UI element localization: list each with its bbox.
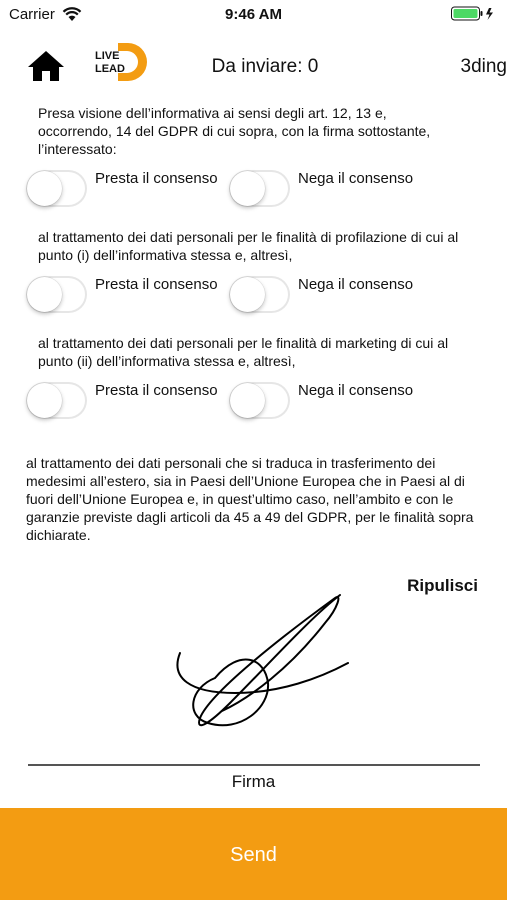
battery-icon <box>451 6 495 22</box>
status-time: 9:46 AM <box>225 6 282 23</box>
signature-line <box>28 764 480 766</box>
grant-label-2: Presta il consenso <box>95 276 218 293</box>
toggle-knob <box>230 383 265 418</box>
send-button-label: Send <box>230 844 277 866</box>
status-bar <box>0 0 507 28</box>
consent-grant-toggle-1[interactable] <box>26 170 87 207</box>
consent-grant-toggle-2[interactable] <box>26 276 87 313</box>
toggle-knob <box>230 277 265 312</box>
profiling-text: al trattamento dei dati personali per le finalità di profilazione di cui al punto (i) dell’informativa stessa e, altresì, <box>38 229 459 263</box>
grant-label-1: Presta il consenso <box>95 170 218 187</box>
send-button[interactable] <box>0 808 507 900</box>
transfer-text: al trattamento dei dati personali che si traduca in trasferimento dei medesimi all’estero, sia in Paesi dell’Unione Europea che in Paesi al di fuori dell’Unione Europea e, in quest’ultimo caso, nell’ambito e con le garanzie previste dagli articoli da 45 a 49 del GDPR, per le finalità sopra dichiarate. <box>26 455 474 543</box>
consent-grant-toggle-3[interactable] <box>26 382 87 419</box>
logo-line2: LEAD <box>95 63 125 75</box>
consent-deny-toggle-2[interactable] <box>229 276 290 313</box>
toggle-knob <box>230 171 265 206</box>
toggle-knob <box>27 171 62 206</box>
signature-label: Firma <box>231 772 276 791</box>
consent-deny-toggle-1[interactable] <box>229 170 290 207</box>
intro-text: Presa visione dell’informativa ai sensi degli art. 12, 13 e, occorrendo, 14 del GDPR di cui sopra, con la firma sottostante, l’interessato: <box>38 105 431 157</box>
deny-label-2: Nega il consenso <box>298 276 414 293</box>
carrier-label: Carrier <box>9 6 55 23</box>
clear-signature-button[interactable]: Ripulisci <box>407 576 478 595</box>
deny-label-1: Nega il consenso <box>298 170 414 187</box>
nav-title: Da inviare: 0 <box>211 56 319 77</box>
marketing-text: al trattamento dei dati personali per le finalità di marketing di cui al punto (ii) dell’informativa stessa e, altresì, <box>38 335 449 369</box>
logo-line1: LIVE <box>95 50 120 62</box>
toggle-knob <box>27 277 62 312</box>
deny-label-3: Nega il consenso <box>298 382 414 399</box>
signature-pad[interactable] <box>160 583 390 753</box>
navigation-bar <box>0 34 507 98</box>
toggle-knob <box>27 383 62 418</box>
nav-right-label[interactable]: 3ding <box>460 56 507 77</box>
consent-content[interactable] <box>0 98 507 810</box>
livelead-logo <box>92 42 148 82</box>
home-icon[interactable] <box>26 48 66 84</box>
consent-deny-toggle-3[interactable] <box>229 382 290 419</box>
grant-label-3: Presta il consenso <box>95 382 218 399</box>
